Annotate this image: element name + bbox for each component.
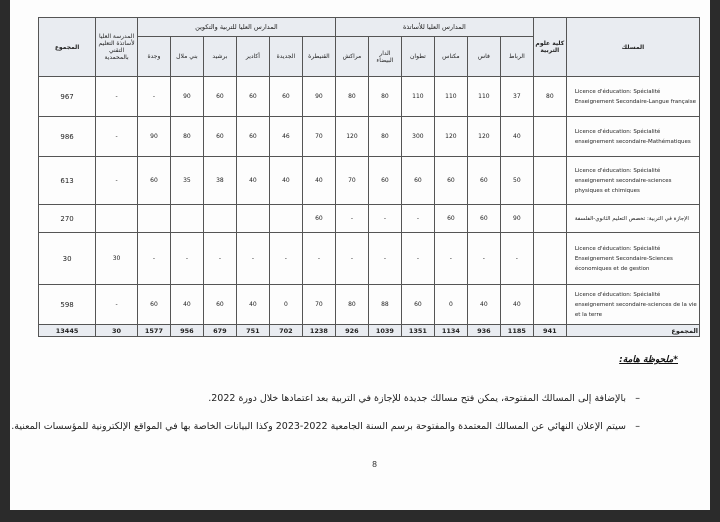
cell-value	[533, 117, 566, 157]
cell-value: 40	[500, 285, 533, 325]
cell-value: 80	[335, 77, 368, 117]
cell-value	[533, 233, 566, 285]
cell-value: 40	[269, 157, 302, 205]
header-city: الرباط	[500, 37, 533, 77]
header-city: الدار البيضاء	[368, 37, 401, 77]
cell-value: 0	[434, 285, 467, 325]
track-name: Licence d'éducation: Spécialité Enseignement Secondaire-Langue française	[566, 77, 699, 117]
cell-value: -	[137, 233, 170, 285]
note-title: *ملحوظة هامة:	[619, 355, 678, 365]
cell-value: -	[434, 233, 467, 285]
table-row	[39, 117, 700, 157]
cell-value: -	[203, 233, 236, 285]
table-row	[39, 157, 700, 205]
cell-value: -	[335, 233, 368, 285]
cell-value: 40	[170, 285, 203, 325]
cell-value: 80	[368, 117, 401, 157]
header-city: مراكش	[335, 37, 368, 77]
header-fse: كلية علوم التربية	[533, 18, 566, 77]
cell-value: -	[236, 233, 269, 285]
row-total: 270	[39, 205, 96, 233]
note-item: – سيتم الإعلان النهائي عن المسالك المعتمدة والمفتوحة برسم السنة الجامعية 2022-2023 وكذا البيانات الخاصة بها في المواقع الإلكترونية للمؤسسات المعنية.	[0, 418, 640, 436]
cell-value	[533, 285, 566, 325]
header-ensep: المدرسة العليا لأساتذة التعليم التقني بالمحمدية	[96, 18, 138, 77]
cell-value: -	[368, 233, 401, 285]
cell-value: -	[368, 205, 401, 233]
cell-value: 70	[302, 285, 335, 325]
row-total: 598	[39, 285, 96, 325]
cell-value: 110	[401, 77, 434, 117]
cell-value: 60	[302, 205, 335, 233]
total-value: 30	[96, 325, 138, 337]
cell-value: 70	[335, 157, 368, 205]
cell-value: -	[170, 233, 203, 285]
cell-value: 40	[500, 117, 533, 157]
totals-label: المجموع	[566, 325, 699, 337]
cell-value: -	[96, 77, 138, 117]
cell-value: 80	[533, 77, 566, 117]
table-row	[39, 77, 700, 117]
page-number: 8	[372, 460, 378, 469]
track-name: Licence d'éducation: Spécialité enseignement secondaire-Mathématiques	[566, 117, 699, 157]
cell-value: -	[401, 233, 434, 285]
cell-value: 60	[236, 117, 269, 157]
table-row	[39, 233, 700, 285]
cell-value: 120	[467, 117, 500, 157]
total-value: 1185	[500, 325, 533, 337]
cell-value: 38	[203, 157, 236, 205]
table-row	[39, 205, 700, 233]
total-value: 956	[170, 325, 203, 337]
cell-value: 80	[335, 285, 368, 325]
total-value: 1351	[401, 325, 434, 337]
cell-value: 40	[236, 157, 269, 205]
cell-value: 60	[434, 205, 467, 233]
cell-value: 120	[434, 117, 467, 157]
cell-value: 30	[96, 233, 138, 285]
total-value: 936	[467, 325, 500, 337]
row-total: 30	[39, 233, 96, 285]
cell-value: 110	[434, 77, 467, 117]
cell-value: -	[401, 205, 434, 233]
cell-value: 90	[302, 77, 335, 117]
track-name: Licence d'éducation: Spécialité enseignement secondaire-sciences de la vie et la terre	[566, 285, 699, 325]
cell-value: 60	[368, 157, 401, 205]
cell-value: 120	[335, 117, 368, 157]
cell-value: 37	[500, 77, 533, 117]
header-city: فاس	[467, 37, 500, 77]
cell-value: 90	[500, 205, 533, 233]
note-item: – بالإضافة إلى المسالك المفتوحة، يمكن فتح مسالك جديدة للإجازة في التربية بعد اعتمادها خلال دورة 2022.	[0, 390, 640, 408]
cell-value: 60	[401, 285, 434, 325]
cell-value: 60	[269, 77, 302, 117]
cell-value: -	[302, 233, 335, 285]
grand-total: 13445	[39, 325, 96, 337]
cell-value: 0	[269, 285, 302, 325]
cell-value: 110	[467, 77, 500, 117]
cell-value	[203, 205, 236, 233]
totals-row	[39, 325, 700, 337]
cell-value: 60	[467, 205, 500, 233]
cell-value: -	[96, 157, 138, 205]
header-group-ens-teachers: المدارس العليا للأساتذة	[335, 18, 533, 37]
total-value: 1039	[368, 325, 401, 337]
track-name: الإجازة في التربية: تخصص التعليم الثانوي-الفلسفة	[566, 205, 699, 233]
cell-value: 90	[137, 117, 170, 157]
cell-value	[236, 205, 269, 233]
cell-value	[533, 157, 566, 205]
document-page	[10, 0, 710, 510]
row-total: 986	[39, 117, 96, 157]
seats-table	[38, 17, 700, 337]
cell-value: 90	[170, 77, 203, 117]
cell-value: 60	[203, 117, 236, 157]
cell-value: 40	[467, 285, 500, 325]
total-value: 702	[269, 325, 302, 337]
total-value: 1134	[434, 325, 467, 337]
cell-value	[269, 205, 302, 233]
track-name: Licence d'éducation: Spécialité enseignement secondaire-sciences physiques et chimiques	[566, 157, 699, 205]
cell-value: 50	[500, 157, 533, 205]
cell-value: -	[96, 117, 138, 157]
cell-value: 80	[170, 117, 203, 157]
cell-value: 70	[302, 117, 335, 157]
total-value: 926	[335, 325, 368, 337]
total-value: 1577	[137, 325, 170, 337]
header-track: المسلك	[566, 18, 699, 77]
cell-value	[170, 205, 203, 233]
row-total: 613	[39, 157, 96, 205]
cell-value: -	[137, 77, 170, 117]
row-total: 967	[39, 77, 96, 117]
header-city: برشيد	[203, 37, 236, 77]
cell-value	[137, 205, 170, 233]
cell-value: 80	[368, 77, 401, 117]
notes-list	[0, 390, 680, 446]
cell-value: 60	[401, 157, 434, 205]
total-value: 941	[533, 325, 566, 337]
table-row	[39, 285, 700, 325]
cell-value: 88	[368, 285, 401, 325]
header-city: القنيطرة	[302, 37, 335, 77]
cell-value: 35	[170, 157, 203, 205]
cell-value: -	[335, 205, 368, 233]
cell-value: 60	[137, 285, 170, 325]
total-value: 679	[203, 325, 236, 337]
cell-value: 40	[236, 285, 269, 325]
header-city: بني ملال	[170, 37, 203, 77]
track-name: Licence d'éducation: Spécialité Enseignement Secondaire-Sciences économiques et de gestion	[566, 233, 699, 285]
cell-value: 300	[401, 117, 434, 157]
cell-value: 60	[236, 77, 269, 117]
total-value: 1238	[302, 325, 335, 337]
cell-value: -	[96, 285, 138, 325]
header-city: أكادير	[236, 37, 269, 77]
header-group-ens-formation: المدارس العليا للتربية والتكوين	[137, 18, 335, 37]
header-city: الجديدة	[269, 37, 302, 77]
cell-value: 60	[434, 157, 467, 205]
cell-value: -	[467, 233, 500, 285]
cell-value: 60	[203, 77, 236, 117]
cell-value: -	[500, 233, 533, 285]
header-city: تطوان	[401, 37, 434, 77]
cell-value: 40	[302, 157, 335, 205]
cell-value: -	[269, 233, 302, 285]
cell-value	[96, 205, 138, 233]
cell-value: 60	[203, 285, 236, 325]
header-city: مكناس	[434, 37, 467, 77]
total-value: 751	[236, 325, 269, 337]
cell-value: 60	[467, 157, 500, 205]
header-total: المجموع	[39, 18, 96, 77]
header-city: وجدة	[137, 37, 170, 77]
cell-value: 60	[137, 157, 170, 205]
cell-value: 46	[269, 117, 302, 157]
cell-value	[533, 205, 566, 233]
